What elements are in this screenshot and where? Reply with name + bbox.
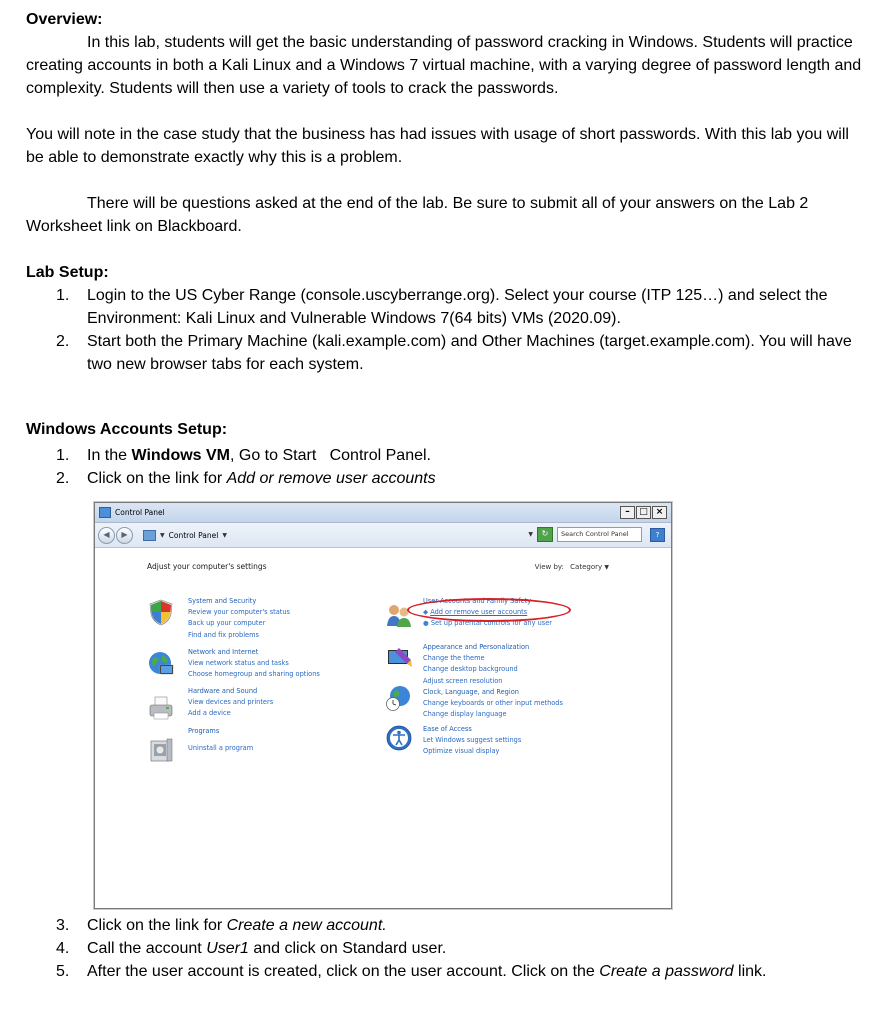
network-globe-icon [147, 650, 175, 678]
control-panel-content [95, 548, 671, 908]
clock-globe-icon [385, 684, 413, 712]
accounts-setup-heading: Windows Accounts Setup: [26, 421, 228, 438]
maximize-button[interactable]: □ [636, 506, 651, 519]
category-link[interactable]: Change desktop background [423, 665, 518, 674]
user-shield-icon: ◆ [423, 608, 429, 617]
shield-icon [147, 598, 175, 626]
category-link[interactable]: Find and fix problems [188, 630, 259, 639]
category-system-security [188, 596, 290, 641]
category-link[interactable]: Let Windows suggest settings [423, 736, 522, 745]
category-title[interactable]: Ease of Access [423, 725, 472, 733]
category-link[interactable]: Review your computer's status [188, 608, 290, 617]
folder-icon [143, 530, 156, 541]
category-title[interactable]: Clock, Language, and Region [423, 688, 519, 696]
title-bar [95, 503, 671, 523]
list-item: 5. After the user account is created, click on the user account. Click on the Create a password link. [56, 963, 767, 980]
lab-setup-list [26, 284, 871, 376]
category-link[interactable]: Adjust screen resolution [423, 676, 503, 685]
control-panel-window [94, 502, 672, 909]
category-title[interactable]: Network and Internet [188, 648, 259, 656]
breadcrumb-item[interactable]: Control Panel [168, 530, 219, 540]
address-bar [95, 523, 671, 548]
forward-button[interactable]: ▶ [116, 527, 133, 544]
chevron-down-icon: ▼ [160, 531, 165, 539]
close-button[interactable]: × [652, 506, 667, 519]
category-link[interactable]: Uninstall a program [188, 744, 254, 753]
document-continued [26, 914, 871, 983]
chevron-down-icon: ▼ [222, 531, 227, 539]
document [26, 8, 871, 490]
category-appearance [423, 642, 529, 687]
category-ease-of-access [423, 724, 521, 758]
list-item: 2. Start both the Primary Machine (kali.example.com) and Other Machines (target.example.com). You will have two new browser tabs for each system. [56, 333, 852, 373]
add-remove-user-accounts-link[interactable]: ◆ Add or remove user accounts [423, 608, 528, 617]
overview-paragraph-1: In this lab, students will get the basic understanding of password cracking in Windows. Students will practice creating accounts in both a Kali Linux and a Windows 7 virtual machine, with a varying degree of password length and complexity. Students will then use a variety of tools to crack the passwords. [26, 34, 862, 97]
minimize-button[interactable]: – [620, 506, 635, 519]
category-programs [188, 726, 253, 754]
category-clock-language [423, 687, 563, 721]
overview-paragraph-3: There will be questions asked at the end of the lab. Be sure to submit all of your answers on the Lab 2 Worksheet link on Blackboard. [26, 195, 809, 235]
category-link[interactable]: Back up your computer [188, 619, 266, 628]
overview-heading: Overview: [26, 11, 103, 28]
search-input[interactable]: Search Control Panel [557, 527, 642, 542]
page-title: Adjust your computer's settings [147, 562, 267, 571]
category-title[interactable]: Appearance and Personalization [423, 643, 530, 651]
parental-controls-link[interactable]: ● Set up parental controls for any user [423, 619, 552, 628]
category-link[interactable]: Change the theme [423, 654, 485, 663]
highlight-annotation [407, 598, 571, 622]
accounts-setup-list-a [26, 444, 871, 490]
category-link[interactable]: Change keyboards or other input methods [423, 699, 563, 708]
list-item: 4. Call the account User1 and click on Standard user. [56, 940, 447, 957]
lab-setup-heading: Lab Setup: [26, 264, 109, 281]
breadcrumb[interactable] [143, 530, 227, 541]
overview-paragraph-2: You will note in the case study that the business has had issues with usage of short passwords. With this lab you will be able to demonstrate exactly why this is a problem. [26, 126, 849, 166]
view-by [535, 563, 609, 571]
accounts-setup-list-b [26, 914, 871, 983]
category-title[interactable]: Hardware and Sound [188, 687, 258, 695]
list-item: 3. Click on the link for Create a new account. [56, 917, 387, 934]
window-title: Control Panel [115, 508, 165, 517]
view-by-select[interactable]: Category [570, 563, 603, 571]
category-network-internet [188, 647, 320, 681]
back-button[interactable]: ◀ [98, 527, 115, 544]
programs-icon [147, 736, 175, 764]
category-link[interactable]: Add a device [188, 709, 231, 718]
category-link[interactable]: View network status and tasks [188, 659, 289, 668]
category-link[interactable]: View devices and printers [188, 698, 274, 707]
category-link[interactable]: Optimize visual display [423, 747, 500, 756]
history-dropdown-icon[interactable]: ▼ [528, 531, 533, 538]
chevron-down-icon[interactable]: ▼ [604, 564, 609, 571]
list-item: 1. In the Windows VM, Go to Start Control Panel. [56, 447, 431, 464]
category-title[interactable]: User Accounts and Family Safety [423, 597, 532, 605]
globe-icon: ● [423, 619, 429, 628]
printer-icon [147, 694, 175, 722]
appearance-icon [385, 644, 413, 672]
category-title[interactable]: Programs [188, 727, 220, 735]
category-hardware-sound [188, 686, 273, 720]
category-link[interactable]: Change display language [423, 710, 507, 719]
ease-of-access-icon [385, 724, 413, 752]
list-item: 2. Click on the link for Add or remove user accounts [56, 470, 436, 487]
control-panel-icon [99, 507, 111, 518]
list-item: 1. Login to the US Cyber Range (console.uscyberrange.org). Select your course (ITP 125…) and select the Environment: Kali Linux and Vulnerable Windows 7(64 bits) VMs (2020.09). [56, 287, 828, 327]
category-title[interactable]: System and Security [188, 597, 257, 605]
view-by-label: View by: [534, 563, 564, 571]
category-link[interactable]: Choose homegroup and sharing options [188, 670, 320, 679]
help-button[interactable]: ? [650, 528, 665, 542]
refresh-button[interactable]: ↻ [537, 527, 553, 542]
